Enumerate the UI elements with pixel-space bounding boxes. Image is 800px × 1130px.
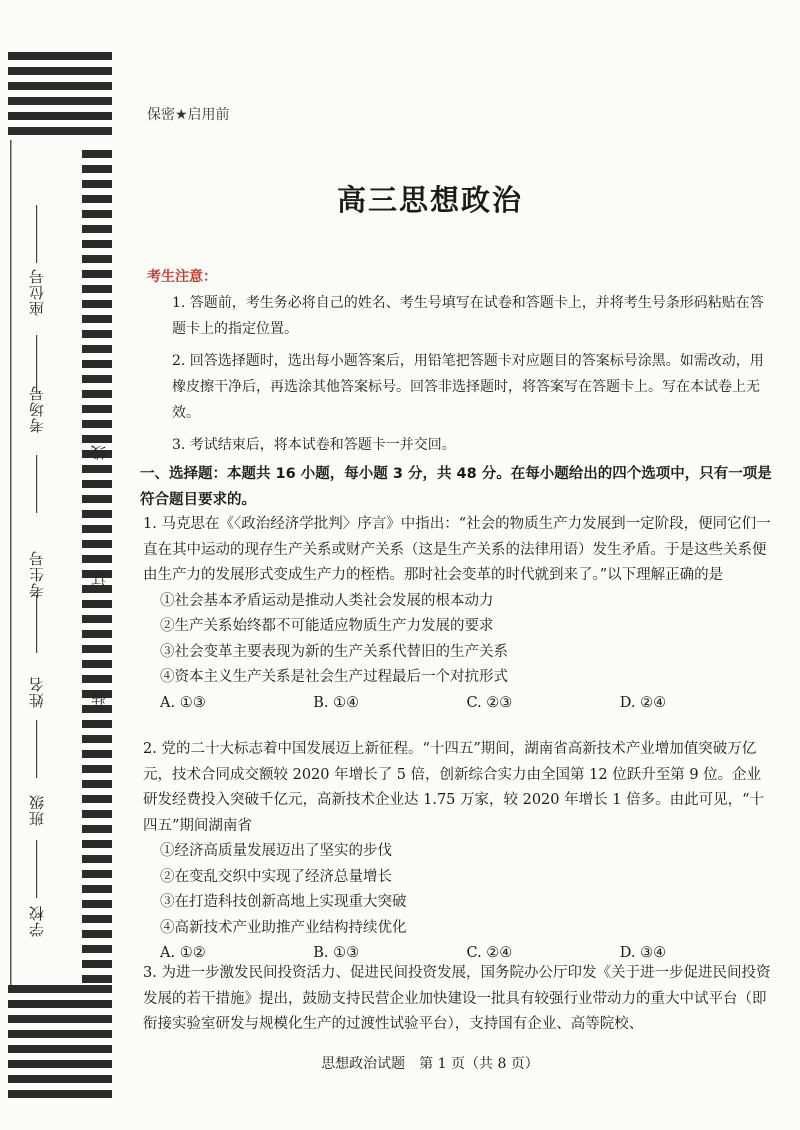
choice-d: D. ②④	[619, 694, 667, 711]
binding-mark-line: 线	[90, 445, 108, 460]
answer-choices	[143, 691, 773, 717]
binding-stripe	[82, 420, 112, 428]
choice-b: B. ①④	[313, 694, 360, 711]
binding-stripe	[82, 675, 112, 683]
question-3	[143, 961, 773, 1038]
binding-stripe	[82, 585, 112, 593]
binding-stripe	[82, 945, 112, 953]
statement: ④资本主义生产关系是社会生产过程最后一个对抗形式	[160, 669, 508, 685]
binding-stripe	[8, 1075, 112, 1083]
question-stem: 1. 马克思在《〈政治经济学批判〉序言》中指出：“社会的物质生产力发展到一定阶段，便同它们一直在其中运动的现存生产关系或财产关系（这是生产关系的法律用语）发生矛盾。于是这些关系便由生产力的发展形式变成生产力的桎梏。那时社会变革的时代就到来了。”以下理解正确的是	[143, 516, 771, 583]
binding-stripe	[82, 885, 112, 893]
binding-stripe	[82, 540, 112, 548]
question-1	[143, 512, 773, 716]
choice-a: A. ①②	[160, 945, 206, 961]
binding-margin	[0, 0, 120, 1130]
page-title: 高三思想政治	[336, 183, 523, 217]
choice-c: C. ②④	[466, 945, 513, 961]
section-header: 一、选择题：本题共 16 小题，每小题 3 分，共 48 分。在每小题给出的四个选项中，只有一项是符合题目要求的。	[140, 466, 772, 508]
binding-stripe	[82, 240, 112, 248]
question-stem: 3. 为进一步激发民间投资活力、促进民间投资发展，国务院办公厅印发《关于进一步促进民间投资发展的若干措施》提出，鼓励支持民营企业加快建设一批具有较强行业带动力的重大中试平台（即衔接实验室研发与规模化生产的过渡性试验平台），支持国有企业、高等院校、	[143, 965, 771, 1032]
binding-mark-staple: 订	[90, 571, 108, 586]
binding-stripe	[82, 375, 112, 383]
binding-stripe	[82, 975, 112, 983]
binding-stripe	[82, 435, 112, 443]
binding-stripe	[82, 225, 112, 233]
binding-stripe	[82, 630, 112, 638]
binding-stripe	[82, 855, 112, 863]
binding-stripe	[8, 1000, 112, 1008]
binding-stripe	[82, 705, 112, 713]
statement: ④高新技术产业助推产业结构持续优化	[160, 919, 407, 936]
binding-stripe	[82, 735, 112, 743]
class-label: 班级	[28, 794, 46, 826]
binding-stripe	[82, 915, 112, 923]
binding-stripe	[82, 255, 112, 263]
question-stem: 2. 党的二十大标志着中国发展迈上新征程。“十四五”期间，湖南省高新技术产业增加值突破万亿元，技术合同成交额较 2020 年增长了 5 倍，创新综合实力由全国第 12 位跃升至第 9 位。企业研发经费投入突破千亿元，高新技术企业达 1.75 万家，较 2020 年增长 1 倍多。由此可见，“十四五”期间湖南省	[143, 741, 764, 834]
seat-number-label: 座位号	[28, 268, 46, 316]
binding-stripe	[8, 67, 112, 75]
notice-item: 1. 答题前，考生务必将自己的姓名、考生号填写在试卷和答题卡上，并将考生号条形码粘贴在答题卡上的指定位置。	[172, 295, 764, 337]
statement: ②在变乱交织中实现了经济总量增长	[160, 868, 392, 885]
binding-stripe	[82, 810, 112, 818]
candidate-number-label: 考生号	[28, 550, 46, 598]
statement: ③在打造科技创新高地上实现重大突破	[160, 894, 407, 910]
binding-stripes	[0, 0, 120, 1130]
field-underline	[36, 595, 37, 653]
exam-room-label: 考场号	[28, 385, 46, 433]
binding-stripe	[82, 555, 112, 563]
binding-stripe	[82, 870, 112, 878]
binding-stripe	[82, 315, 112, 323]
binding-stripe	[8, 1030, 112, 1038]
binding-stripe	[82, 300, 112, 308]
confidential-mark: 保密★启用前	[147, 107, 230, 123]
binding-stripe	[82, 930, 112, 938]
statement: ③社会变革主要表现为新的生产关系代替旧的生产关系	[160, 643, 508, 660]
binding-stripe	[82, 765, 112, 773]
binding-stripe	[82, 465, 112, 473]
choice-c: C. ②③	[466, 694, 513, 711]
binding-stripe	[82, 270, 112, 278]
binding-stripe	[82, 330, 112, 338]
choice-b: B. ①③	[313, 945, 360, 961]
binding-stripe	[82, 615, 112, 623]
binding-stripe	[82, 840, 112, 848]
binding-stripe	[82, 525, 112, 533]
binding-stripe	[82, 480, 112, 488]
binding-stripe	[82, 360, 112, 368]
school-label: 学校	[28, 905, 46, 937]
binding-stripe	[82, 750, 112, 758]
binding-mark-bind: 装	[90, 690, 108, 705]
binding-stripe	[82, 150, 112, 158]
field-underline	[36, 455, 37, 513]
binding-stripe	[8, 82, 112, 90]
statement: ②生产关系始终都不可能适应物质生产力发展的要求	[160, 618, 494, 634]
binding-stripe	[8, 1015, 112, 1023]
binding-stripe	[82, 165, 112, 173]
binding-stripe	[82, 600, 112, 608]
binding-stripe	[82, 495, 112, 503]
field-underline	[36, 840, 37, 898]
binding-stripe	[82, 405, 112, 413]
binding-stripe	[8, 1045, 112, 1053]
field-underline	[36, 720, 37, 778]
page-footer: 思想政治试题 第 1 页（共 8 页）	[321, 1056, 539, 1072]
binding-stripe	[82, 900, 112, 908]
notice-list	[172, 290, 772, 464]
binding-stripe	[82, 645, 112, 653]
binding-rule	[10, 140, 12, 985]
binding-stripe	[8, 127, 112, 135]
choice-d: D. ③④	[619, 945, 667, 961]
binding-stripe	[8, 97, 112, 105]
notice-item: 2. 回答选择题时，选出每小题答案后，用铅笔把答题卡对应题目的答案标号涂黑。如需改动，用橡皮擦干净后，再选涂其他答案标号。回答非选择题时，将答案写在答题卡上。写在本试卷上无效。	[172, 353, 764, 421]
binding-stripe	[82, 660, 112, 668]
binding-stripe	[82, 825, 112, 833]
question-2	[143, 737, 773, 967]
binding-stripe	[8, 985, 112, 993]
binding-stripe	[82, 345, 112, 353]
binding-stripe	[82, 960, 112, 968]
name-label: 姓名	[28, 676, 46, 708]
binding-stripe	[8, 112, 112, 120]
binding-stripe	[82, 795, 112, 803]
binding-stripe	[82, 285, 112, 293]
binding-stripe	[82, 780, 112, 788]
binding-stripe	[8, 1090, 112, 1098]
binding-stripe	[82, 720, 112, 728]
notice-heading: 考生注意：	[147, 269, 217, 285]
binding-stripe	[82, 390, 112, 398]
binding-stripe	[82, 510, 112, 518]
choice-a: A. ①③	[160, 694, 206, 711]
notice-item: 3. 考试结束后，将本试卷和答题卡一并交回。	[172, 437, 456, 453]
statement: ①经济高质量发展迈出了坚实的步伐	[160, 843, 392, 859]
statement: ①社会基本矛盾运动是推动人类社会发展的根本动力	[160, 592, 494, 609]
binding-stripe	[8, 52, 112, 60]
